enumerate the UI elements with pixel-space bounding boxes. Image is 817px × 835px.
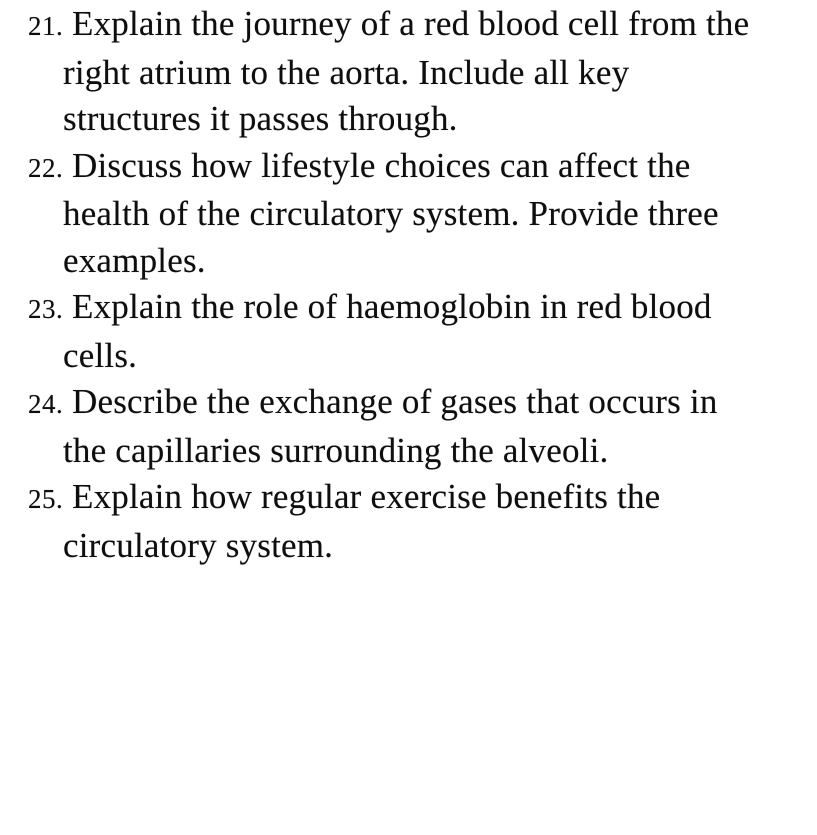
question-text: Explain the role of haemoglobin in red blood <box>72 287 712 326</box>
question-text: Explain how regular exercise benefits the <box>72 477 661 516</box>
question-text: Describe the exchange of gases that occurs in <box>72 382 718 421</box>
question-21 <box>0 1 817 143</box>
question-number: 22. <box>28 152 64 183</box>
question-line: structures it passes through. <box>63 99 458 138</box>
question-line <box>0 474 817 523</box>
question-line: circulatory system. <box>63 525 334 565</box>
question-text: Explain the journey of a red blood cell from the <box>72 4 750 43</box>
question-line: health of the circulatory system. Provide three <box>63 194 719 233</box>
question-25 <box>0 474 817 569</box>
question-number: 25. <box>28 484 64 514</box>
question-24 <box>0 379 817 474</box>
question-22 <box>0 143 817 285</box>
question-line <box>0 284 817 333</box>
question-number: 23. <box>28 294 64 324</box>
question-line <box>0 379 817 428</box>
question-text: Discuss how lifestyle choices can affect the <box>72 145 691 185</box>
question-line: cells. <box>63 335 138 375</box>
question-line <box>0 1 817 50</box>
question-line <box>0 143 817 192</box>
question-line: right atrium to the aorta. Include all key <box>63 52 630 92</box>
question-line: examples. <box>63 240 206 280</box>
question-23 <box>0 284 817 379</box>
question-number: 24. <box>28 389 64 419</box>
question-number: 21. <box>28 11 64 41</box>
question-line: the capillaries surrounding the alveoli. <box>63 430 609 470</box>
